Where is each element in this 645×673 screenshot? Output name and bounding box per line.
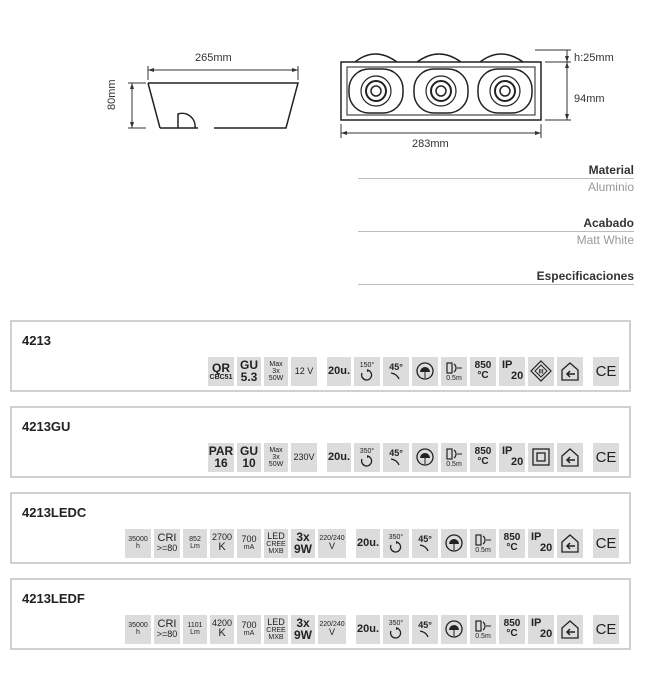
product-code: 4213LEDC bbox=[22, 505, 87, 520]
specifications-label: Especificaciones bbox=[536, 269, 634, 283]
pack-quantity-icon: 20u. bbox=[327, 443, 351, 472]
tilt-icon: 45° bbox=[412, 615, 438, 644]
finish-value: Matt White bbox=[576, 233, 634, 247]
insulated-driver-icon bbox=[441, 529, 467, 558]
product-card-4213ledc bbox=[10, 492, 631, 564]
recessed-mount-icon bbox=[557, 529, 583, 558]
product-code: 4213 bbox=[22, 333, 51, 348]
ce-mark-icon: CE bbox=[593, 529, 619, 558]
led-source-icon: LED CREE MXB bbox=[264, 529, 288, 558]
cri-icon: CRI >=80 bbox=[154, 615, 180, 644]
ce-mark-icon: CE bbox=[593, 443, 619, 472]
current-icon: 700 mA bbox=[237, 615, 261, 644]
power-icon: 3x 9W bbox=[291, 529, 315, 558]
material-label: Material bbox=[588, 163, 634, 177]
lifetime-hours-icon: 35000 h bbox=[125, 529, 151, 558]
spec-icons bbox=[205, 442, 619, 472]
lamp-2 bbox=[414, 69, 468, 113]
spec-icons bbox=[122, 614, 619, 644]
distance-icon: 0.5m bbox=[470, 615, 496, 644]
lamp-type-icon: QR CBC51 bbox=[208, 357, 234, 386]
side-height-label: 80mm bbox=[106, 79, 118, 110]
front-view-outline bbox=[335, 40, 575, 140]
temperature-icon: 850 °C bbox=[470, 357, 496, 386]
front-top-height-label: h:25mm bbox=[574, 52, 614, 64]
finish-divider bbox=[358, 231, 634, 232]
max-power-icon: Max 3x 50W bbox=[264, 357, 288, 386]
front-view-drawing bbox=[335, 40, 575, 140]
front-height-label: 94mm bbox=[574, 93, 605, 105]
lumen-icon: 1101 Lm bbox=[183, 615, 207, 644]
distance-icon: 0.5m bbox=[470, 529, 496, 558]
pack-quantity-icon: 20u. bbox=[327, 357, 351, 386]
socket-icon: GU 10 bbox=[237, 443, 261, 472]
class-iii-icon bbox=[528, 357, 554, 386]
voltage-icon: 220/240 V bbox=[318, 529, 346, 558]
cri-icon: CRI >=80 bbox=[154, 529, 180, 558]
tilt-icon: 45° bbox=[383, 443, 409, 472]
class-ii-icon bbox=[528, 443, 554, 472]
recessed-mount-icon bbox=[557, 443, 583, 472]
lamp-type-icon: PAR 16 bbox=[208, 444, 234, 470]
specifications-divider bbox=[358, 284, 634, 285]
rotation-icon: 150° bbox=[354, 357, 380, 386]
ip-rating-icon: IP 20 bbox=[499, 443, 525, 472]
socket-icon: GU 5.3 bbox=[237, 357, 261, 386]
lifetime-hours-icon: 35000 h bbox=[125, 615, 151, 644]
pack-quantity-icon: 20u. bbox=[356, 529, 380, 558]
lamp-3 bbox=[478, 69, 532, 113]
spec-icons bbox=[122, 528, 619, 558]
max-power-icon: Max 3x 50W bbox=[264, 443, 288, 472]
tilt-icon: 45° bbox=[383, 357, 409, 386]
recessed-mount-icon bbox=[557, 357, 583, 386]
product-code: 4213LEDF bbox=[22, 591, 85, 606]
lamp-1 bbox=[349, 69, 403, 113]
distance-icon: 0.5m bbox=[441, 357, 467, 386]
product-code: 4213GU bbox=[22, 419, 71, 434]
front-width-label: 283mm bbox=[412, 138, 449, 150]
current-icon: 700 mA bbox=[237, 529, 261, 558]
power-icon: 3x 9W bbox=[291, 615, 315, 644]
voltage-icon: 230V bbox=[291, 443, 317, 472]
lumen-icon: 852 Lm bbox=[183, 529, 207, 558]
ip-rating-icon: IP 20 bbox=[528, 529, 554, 558]
side-width-label: 265mm bbox=[195, 52, 232, 64]
recessed-mount-icon bbox=[557, 615, 583, 644]
rotation-icon: 350° bbox=[383, 529, 409, 558]
led-source-icon: LED CREE MXB bbox=[264, 615, 288, 644]
color-temp-icon: 2700 K bbox=[210, 529, 234, 558]
tilt-icon: 45° bbox=[412, 529, 438, 558]
product-card-4213gu bbox=[10, 406, 631, 478]
material-divider bbox=[358, 178, 634, 179]
product-card-4213ledf bbox=[10, 578, 631, 650]
insulated-driver-icon bbox=[412, 357, 438, 386]
product-card-4213 bbox=[10, 320, 631, 392]
finish-label: Acabado bbox=[583, 216, 634, 230]
material-value: Aluminio bbox=[587, 180, 634, 194]
voltage-icon: 220/240 V bbox=[318, 615, 346, 644]
distance-icon: 0.5m bbox=[441, 443, 467, 472]
insulated-driver-icon bbox=[412, 443, 438, 472]
color-temp-icon: 4200 K bbox=[210, 615, 234, 644]
temperature-icon: 850 °C bbox=[499, 615, 525, 644]
temperature-icon: 850 °C bbox=[499, 529, 525, 558]
temperature-icon: 850 °C bbox=[470, 443, 496, 472]
ip-rating-icon: IP 20 bbox=[528, 615, 554, 644]
voltage-icon: 12 V bbox=[291, 357, 317, 386]
ip-rating-icon: IP 20 bbox=[499, 357, 525, 386]
rotation-icon: 350° bbox=[383, 615, 409, 644]
rotation-icon: 350° bbox=[354, 443, 380, 472]
ce-mark-icon: CE bbox=[593, 615, 619, 644]
svg-text:III: III bbox=[538, 369, 544, 376]
insulated-driver-icon bbox=[441, 615, 467, 644]
pack-quantity-icon: 20u. bbox=[356, 615, 380, 644]
ce-mark-icon: CE bbox=[593, 357, 619, 386]
spec-icons bbox=[205, 356, 619, 386]
